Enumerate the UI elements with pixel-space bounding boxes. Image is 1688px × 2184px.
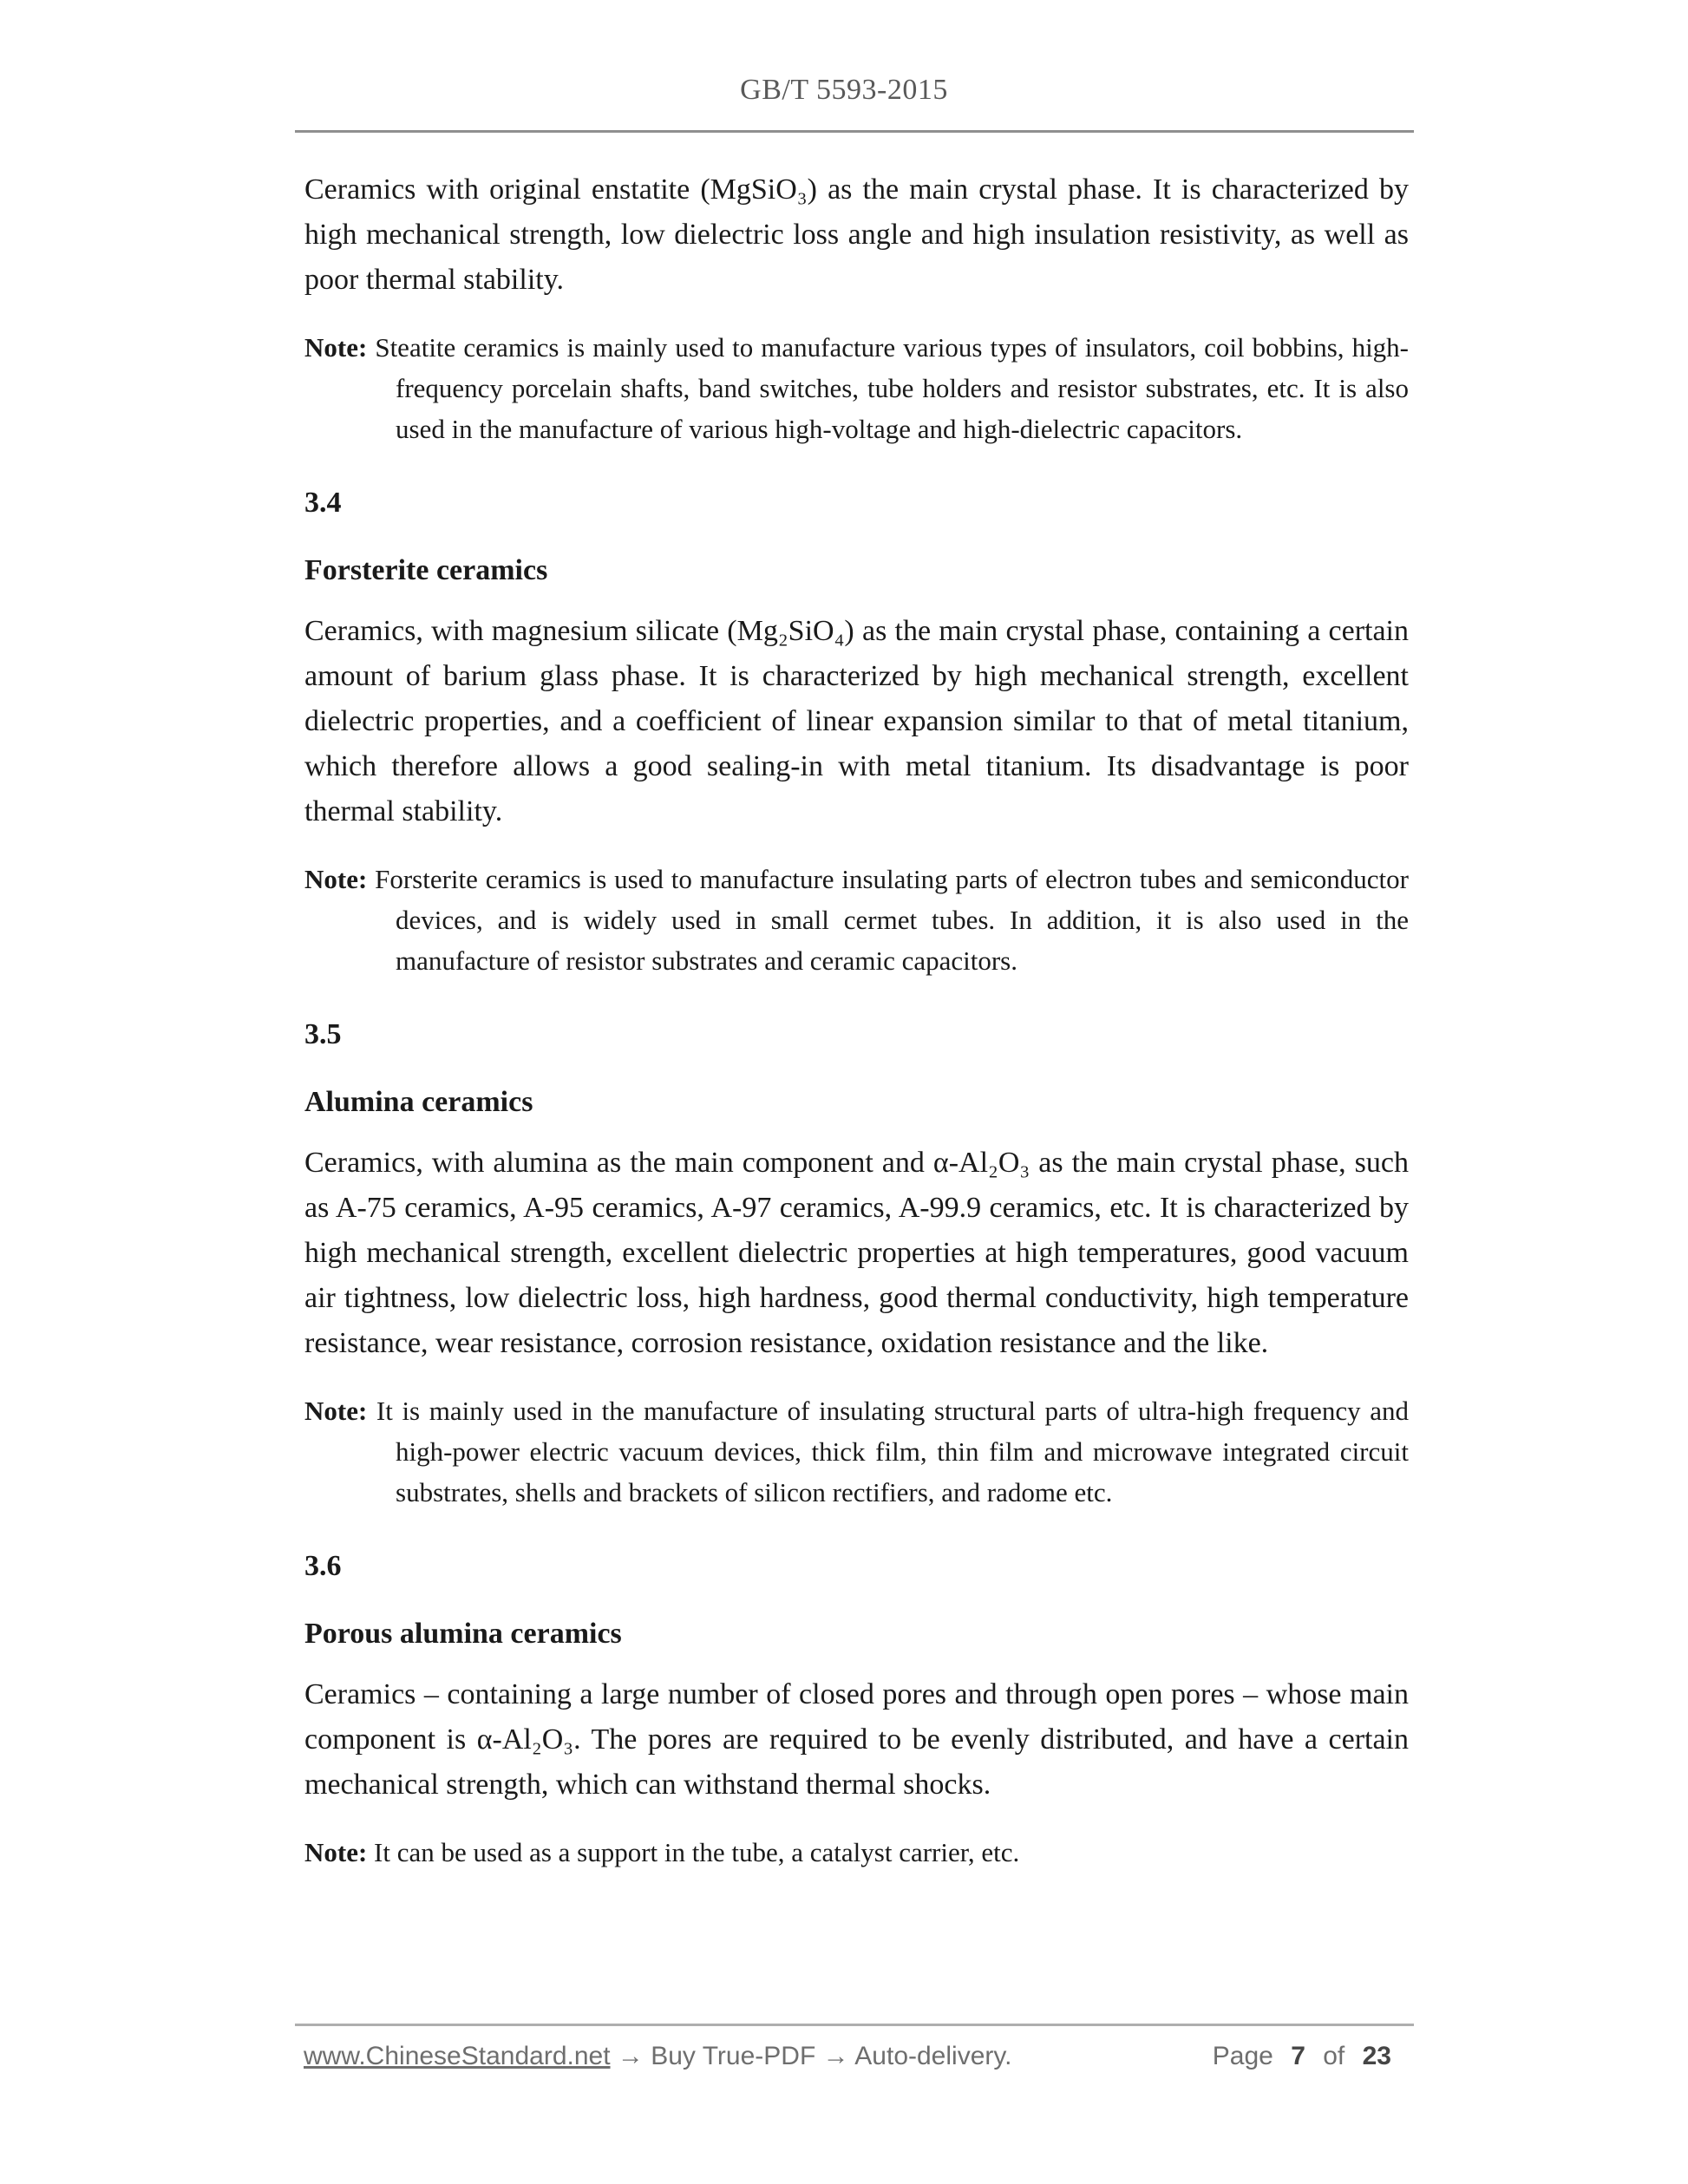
note-label: Note: — [304, 1837, 368, 1867]
page-header-title: GB/T 5593-2015 — [740, 74, 948, 106]
note-text: It is mainly used in the manufacture of insulating structural parts of ultra-high frequency and high-power electric vacuum devices, thick film, thin film and microwave integrated circuit substrates, shells and brackets of silicon rectifiers, and radome etc. — [376, 1396, 1409, 1507]
page-label: Page — [1212, 2042, 1273, 2070]
footer-left — [304, 2040, 1011, 2073]
footer-rule — [295, 2024, 1414, 2026]
section-title: Forsterite ceramics — [304, 554, 548, 586]
section-paragraph: Ceramics, with magnesium silicate (Mg₂SiO₄) as the main crystal phase, containing a certain amount of barium glass phase. It is characterized by high mechanical strength, excellent dielectric properties, and a coefficient of linear expansion similar to that of metal titanium, which therefore allows a good sealing-in with metal titanium. Its disadvantage is poor thermal stability. — [304, 615, 1409, 827]
section-number: 3.4 — [304, 487, 342, 519]
note-text: Steatite ceramics is mainly used to manufacture various types of insulators, coil bobbins, high-frequency porcelain shafts, band switches, tube holders and resistor substrates, etc. It is also used in the manufacture of various high-voltage and high-dielectric capacitors. — [375, 332, 1410, 444]
section-3-6 — [304, 1549, 1409, 1873]
section-note — [304, 1832, 1409, 1873]
content-area — [304, 167, 1409, 1873]
footer-row — [295, 2040, 1414, 2073]
section-number: 3.5 — [304, 1018, 342, 1050]
page-footer — [295, 2024, 1414, 2073]
section-note — [304, 1390, 1409, 1513]
note-text: Forsterite ceramics is used to manufacture insulating parts of electron tubes and semiconductor devices, and is widely used in small cermet tubes. In addition, it is also used in the manufacture of resistor substrates and ceramic capacitors. — [375, 864, 1409, 976]
footer-tagline: → Buy True-PDF → Auto-delivery. — [617, 2042, 1012, 2070]
note-label: Note: — [304, 332, 368, 363]
footer-link[interactable]: www.ChineseStandard.net — [304, 2042, 611, 2070]
page-total: 23 — [1362, 2042, 1391, 2070]
page-header — [0, 0, 1688, 108]
paragraph-steatite-definition: Ceramics with original enstatite (MgSiO₃) as the main crystal phase. It is characterized by high mechanical strength, low dielectric loss angle and high insulation resistivity, as well as poor thermal stability. — [304, 173, 1409, 296]
page-of-label: of — [1323, 2042, 1345, 2070]
section-paragraph: Ceramics – containing a large number of closed pores and through open pores – whose main component is α-Al₂O₃. The pores are required to be evenly distributed, and have a certain mechanical strength, which can withstand thermal shocks. — [304, 1678, 1409, 1801]
section-number: 3.6 — [304, 1550, 342, 1582]
note-label: Note: — [304, 864, 368, 894]
section-note — [304, 859, 1409, 981]
page-indicator — [1213, 2040, 1391, 2073]
section-title: Porous alumina ceramics — [304, 1618, 622, 1650]
header-rule — [295, 130, 1414, 133]
note-text: It can be used as a support in the tube, a catalyst carrier, etc. — [374, 1837, 1020, 1867]
note-label: Note: — [304, 1396, 368, 1426]
section-title: Alumina ceramics — [304, 1086, 533, 1118]
note-steatite — [304, 327, 1409, 449]
page-number: 7 — [1291, 2042, 1305, 2070]
section-paragraph: Ceramics, with alumina as the main component and α-Al₂O₃ as the main crystal phase, such as A-75 ceramics, A-95 ceramics, A-97 ceramics, A-99.9 ceramics, etc. It is characterized by high mechanical strength, excellent dielectric properties at high temperatures, good vacuum air tightness, low dielectric loss, high hardness, good thermal conductivity, high temperature resistance, wear resistance, corrosion resistance, oxidation resistance and the like. — [304, 1147, 1409, 1359]
section-3-4 — [304, 486, 1409, 981]
section-3-5 — [304, 1017, 1409, 1513]
